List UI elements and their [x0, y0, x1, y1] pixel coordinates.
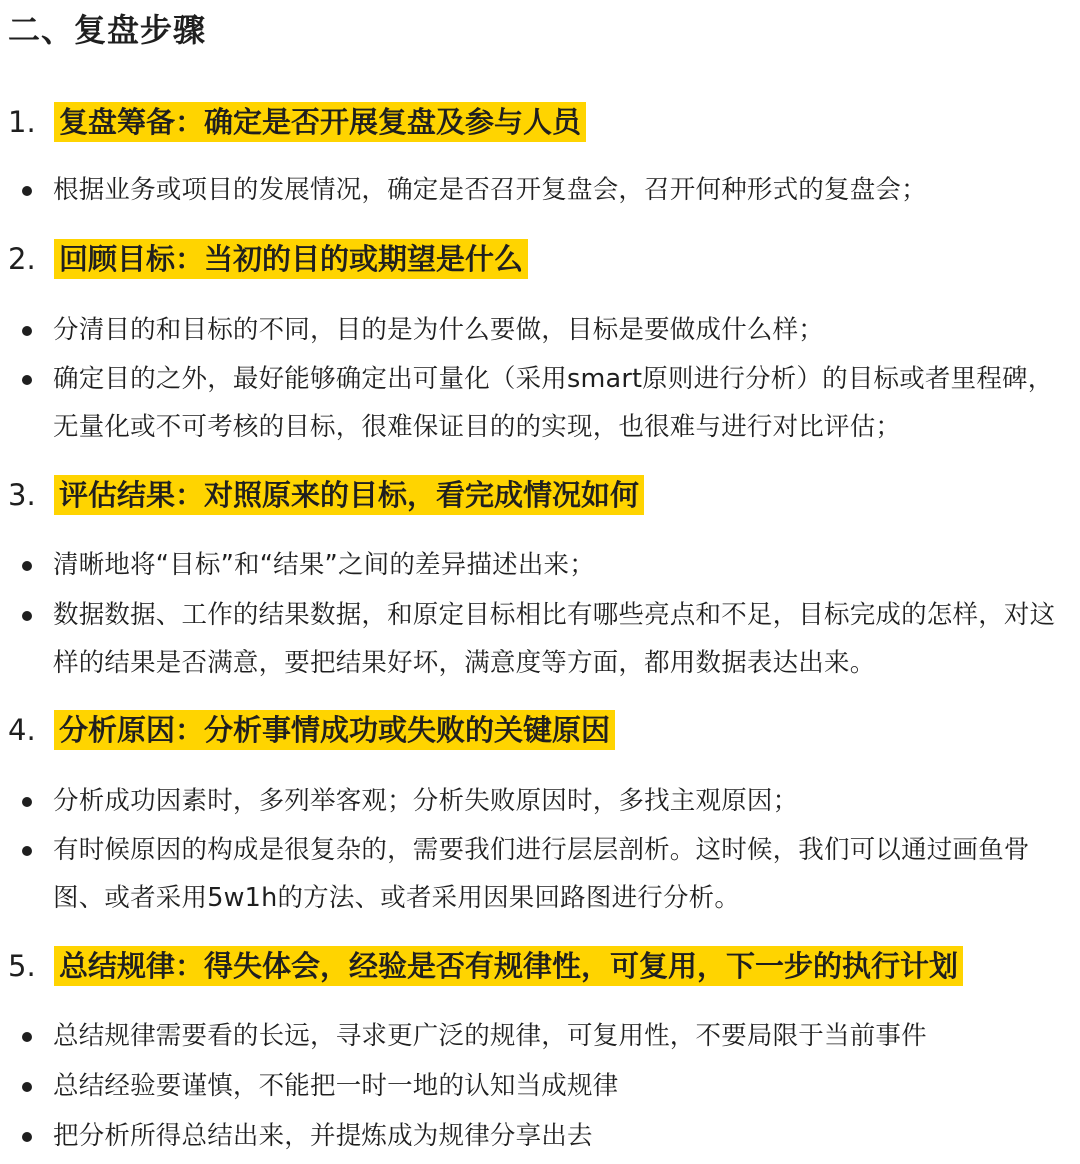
step-title	[8, 237, 528, 281]
list-item-text: 总结规律需要看的长远，寻求更广泛的规律，可复用性，不要局限于当前事件	[53, 1021, 927, 1051]
section-heading: 二、复盘步骤	[8, 11, 207, 49]
bullet-dot-icon	[22, 375, 32, 385]
bullet-dot-icon	[22, 186, 32, 196]
bullet-dot-icon	[22, 846, 32, 856]
step-title	[8, 473, 644, 517]
step-title-highlight: 分析原因：分析事情成功或失败的关键原因	[54, 710, 615, 750]
step-number: 5.	[8, 949, 36, 983]
step-title-highlight: 复盘筹备：确定是否开展复盘及参与人员	[54, 102, 586, 142]
list-item-text: 确定目的之外，最好能够确定出可量化（采用smart原则进行分析）的目标或者里程碑，无量化或不可考核的目标，很难保证目的的实现，也很难与进行对比评估；	[53, 364, 1054, 442]
step-title	[8, 708, 615, 752]
bullet-dot-icon	[22, 1032, 32, 1042]
bullet-dot-icon	[22, 561, 32, 571]
step-title-highlight: 评估结果：对照原来的目标，看完成情况如何	[54, 475, 644, 515]
step-title	[8, 944, 963, 988]
list-item-text: 总结经验要谨慎，不能把一时一地的认知当成规律	[53, 1071, 619, 1101]
step-title-highlight: 回顾目标：当初的目的或期望是什么	[54, 239, 528, 279]
list-item-text: 根据业务或项目的发展情况，确定是否召开复盘会，召开何种形式的复盘会；	[53, 175, 927, 205]
bullet-dot-icon	[22, 797, 32, 807]
list-item-text: 把分析所得总结出来，并提炼成为规律分享出去	[53, 1121, 593, 1151]
list-item-text: 数据数据、工作的结果数据，和原定目标相比有哪些亮点和不足，目标完成的怎样，对这样的结果是否满意，要把结果好坏，满意度等方面，都用数据表达出来。	[53, 600, 1056, 678]
step-number: 1.	[8, 105, 36, 139]
step-number: 2.	[8, 242, 36, 276]
step-title-highlight: 总结规律：得失体会，经验是否有规律性，可复用，下一步的执行计划	[54, 946, 963, 986]
step-number: 3.	[8, 478, 36, 512]
bullet-dot-icon	[22, 326, 32, 336]
step-title	[8, 100, 586, 144]
list-item-text: 分析成功因素时，多列举客观；分析失败原因时，多找主观原因；	[53, 786, 799, 816]
bullet-dot-icon	[22, 1082, 32, 1092]
bullet-dot-icon	[22, 1132, 32, 1142]
list-item-text: 清晰地将“目标”和“结果”之间的差异描述出来；	[53, 550, 595, 580]
list-item-text: 有时候原因的构成是很复杂的，需要我们进行层层剖析。这时候，我们可以通过画鱼骨图、或者采用5w1h的方法、或者采用因果回路图进行分析。	[53, 835, 1030, 913]
list-item-text: 分清目的和目标的不同，目的是为什么要做，目标是要做成什么样；	[53, 315, 825, 345]
step-number: 4.	[8, 713, 36, 747]
bullet-dot-icon	[22, 611, 32, 621]
